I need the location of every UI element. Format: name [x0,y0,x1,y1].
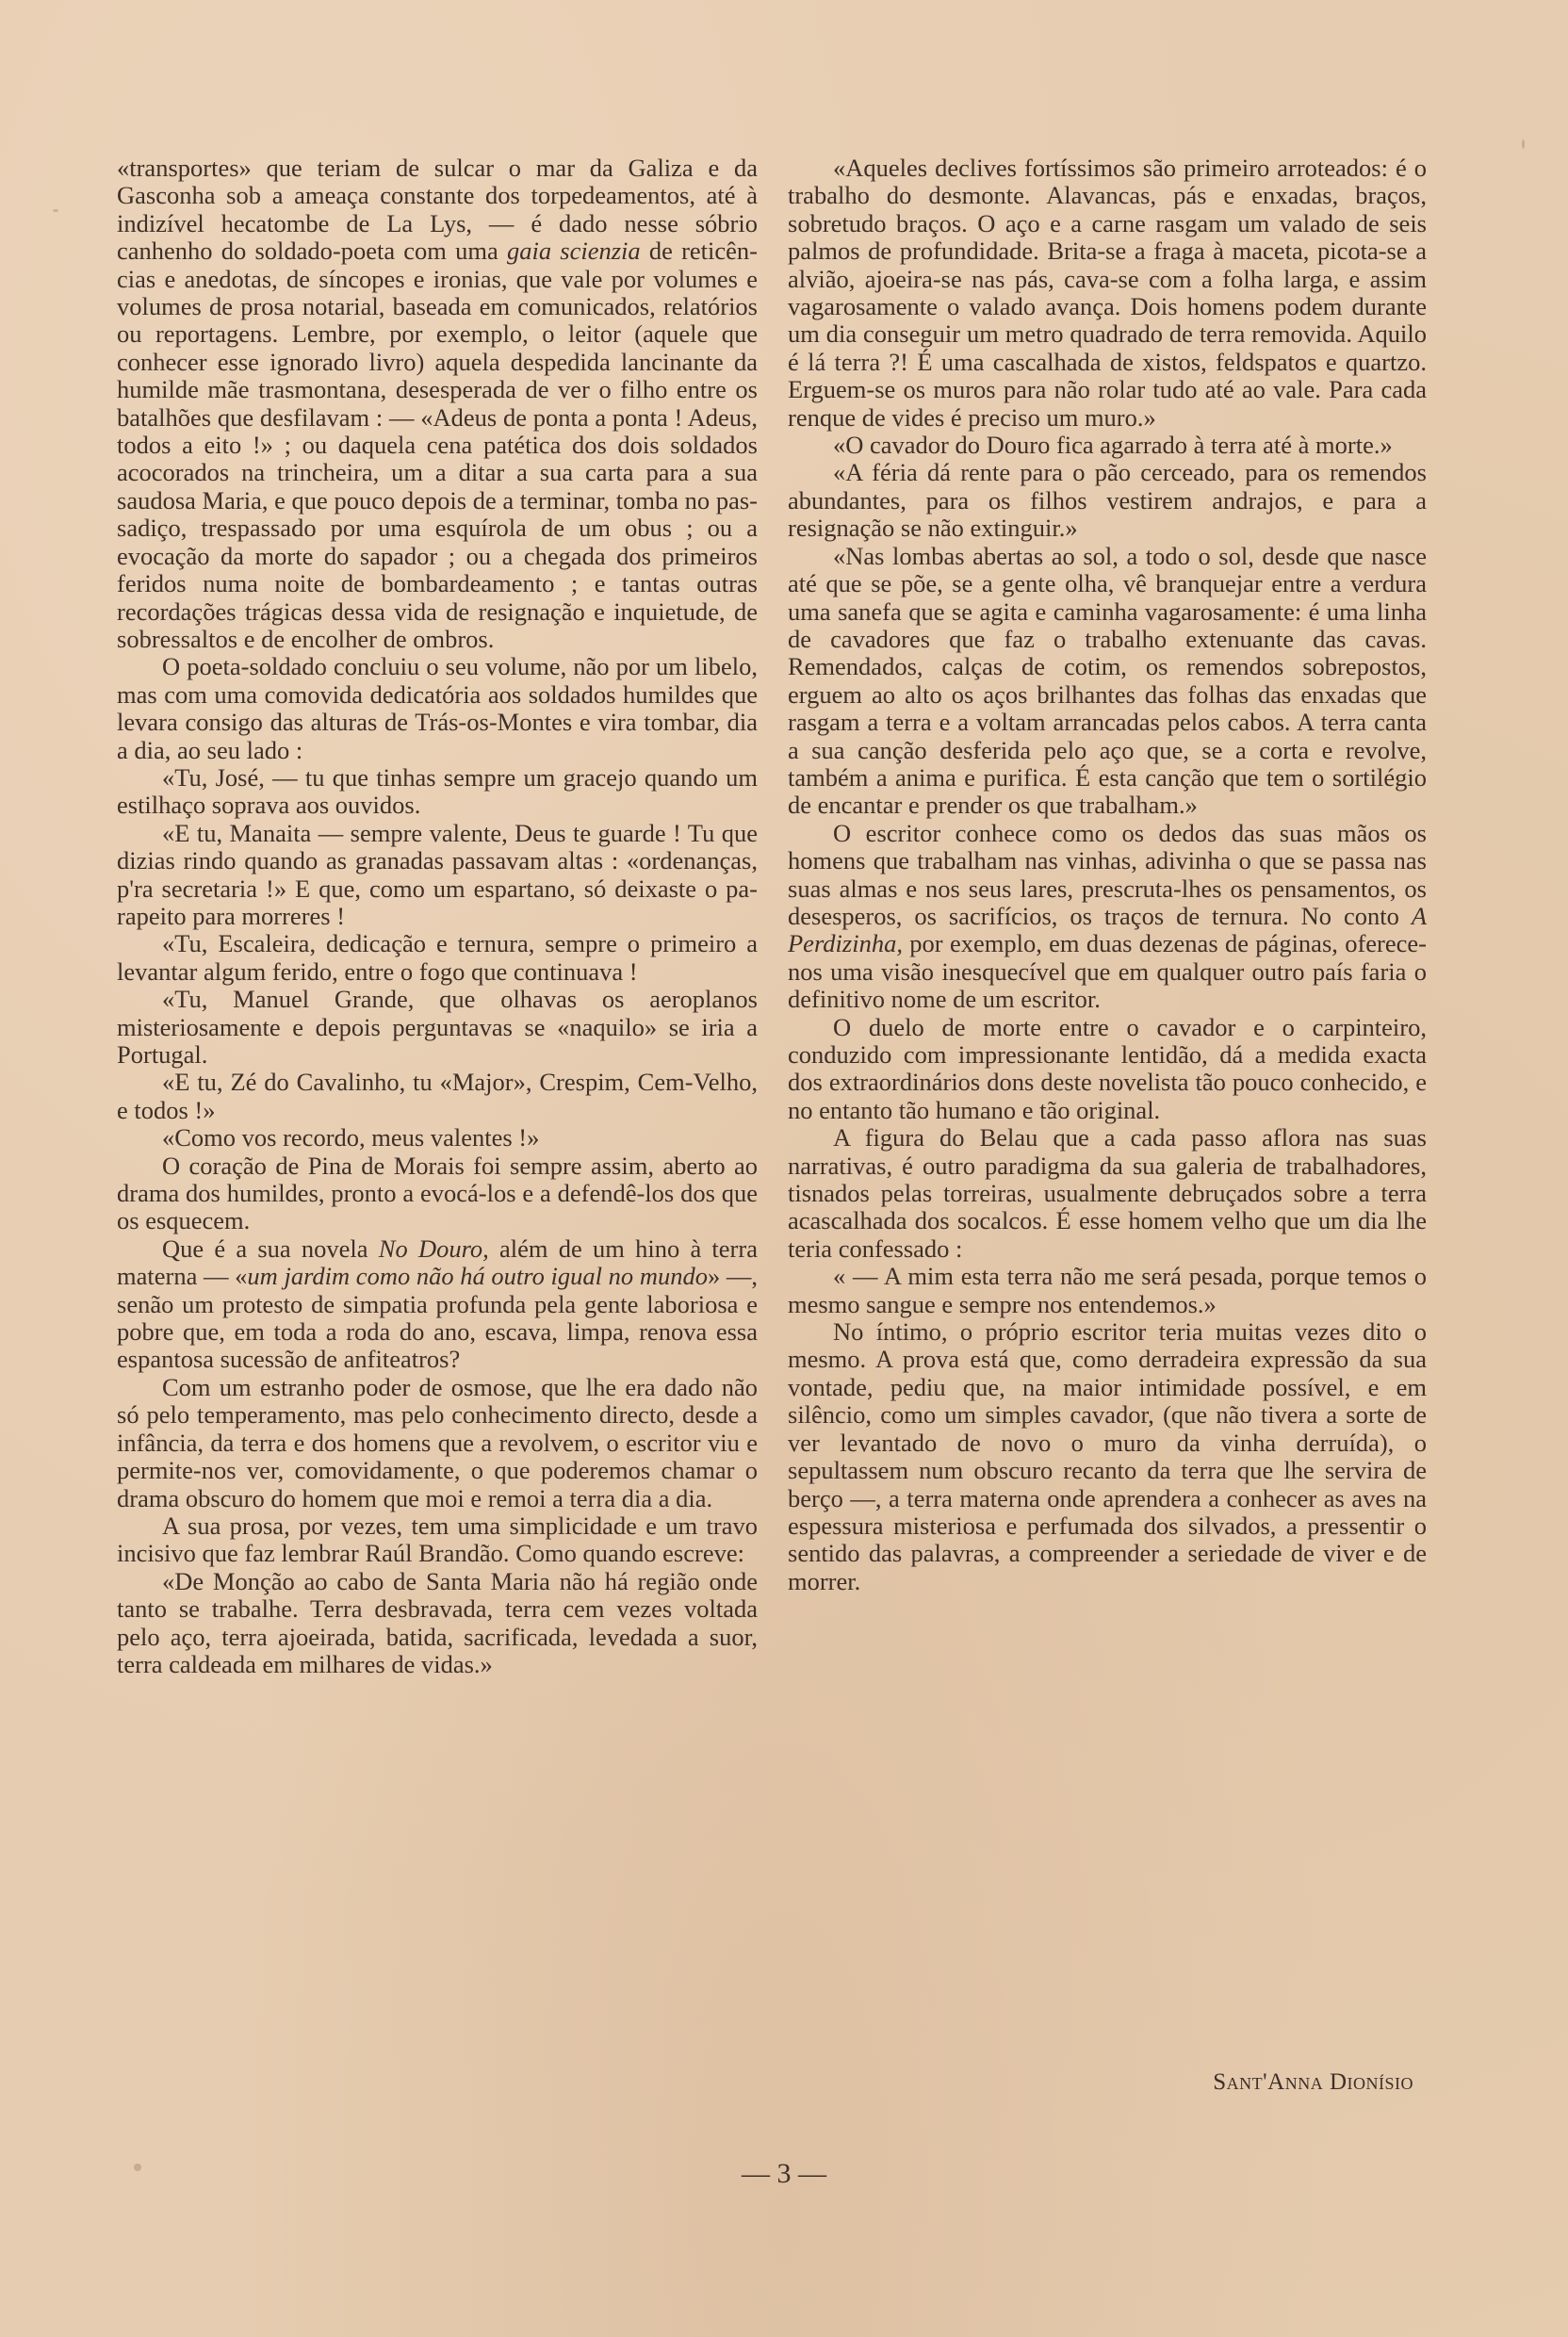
text-run: «Tu, José, — tu que tinhas sempre um gracejo quando um estilhaço soprava aos ouvidos. [117,762,758,820]
paragraph [117,1235,758,1374]
left-text-column [117,155,758,1678]
paragraph [117,820,758,931]
paragraph [117,1124,758,1152]
italic-text: um jardim como não há outro igual no mundo [247,1262,708,1291]
text-run: A figura do Belau que a cada passo aflora nas suas narrativas, é outro paradigma da sua galeria de trabalhadores, tisnados pelas torreiras, usualmente debruçados sobre a terra acascalhada dos socalcos. É esse homem velho que um dia lhe teria confessado : [788,1123,1427,1263]
text-run: «Tu, Escaleira, dedicação e ternura, sempre o primeiro a levantar algum ferido, entre o fogo que continuava ! [117,929,758,986]
text-run: «De Monção ao cabo de Santa Maria não há região onde tanto se trabalhe. Terra desbravada, terra cem vezes voltada pelo aço, terra ajoeirada, batida, sacrificada, levedada a suor, terra caldeada em milhares de vidas.» [117,1566,758,1678]
text-run: O poeta-soldado concluiu o seu volume, não por um libelo, mas com uma comovida dedicatória aos soldados humildes que levara consigo das alturas de Trás-os-Montes e vira tombar, dia a dia, ao seu lado : [117,652,758,764]
italic-text: No Douro, [378,1234,489,1263]
paragraph [788,543,1427,820]
paragraph [788,432,1427,459]
italic-text: A Perdizinha, [788,901,1427,958]
text-run: Que é a sua novela [162,1234,379,1263]
text-run: «Aqueles declives fortíssimos são primeiro arroteados: é o trabalho do desmonte. Alavancas, pás e enxadas, braços, sobretudo braços. O aço e a carne rasgam um valado de seis palmos de profundidade. Brita-se a fraga à maceta, picota-se a alvião, ajoeira-se nas pás, cava-se com a folha larga, e assim vagarosamente o valado avança. Dois homens podem durante um dia conseguir um metro quadrado de terra removida. Aquilo é lá terra ?! É uma cascalhada de xistos, feldspatos e quartzo. Erguem-se os muros para não rolar tudo até ao vale. Para cada renque de vides é preciso um muro.» [788,154,1427,432]
right-text-column [788,155,1427,1595]
paragraph [788,1124,1427,1263]
paragraph [117,653,758,764]
text-run: O duelo de morte entre o cavador e o carpinteiro, conduzido com impressionante lentidão, dá a medida exacta dos extraordinários dons deste novelista tão pouco conhecido, e no entanto tão humano e tão original. [788,1012,1427,1124]
paragraph [117,986,758,1069]
text-run: «Tu, Manuel Grande, que olhavas os aeroplanos misteriosamente e depois perguntavas se «naquilo» se iria a Portugal. [117,985,758,1069]
paragraph [117,1512,758,1568]
page-number: — 3 — [742,2158,826,2189]
paragraph [117,1152,758,1235]
text-run: «E tu, Manaita — sempre valente, Deus te guarde ! Tu que dizias rindo quando as granadas passavam altas : «ordenanças, p'ra secretaria !» E que, como um espartano, só deixaste o parapeito para morreres ! [117,818,758,930]
author-signature: Sant'Anna Dionísio [1213,2069,1413,2095]
italic-text: gaia scienzia [506,237,641,266]
text-run: «transportes» que teriam de sulcar o mar da Galiza e da Gasconha sob a ameaça constante dos torpedeamentos, até à indizível hecatombe de La Lys, — é dado nesse sóbrio canhenho do soldado-poeta com uma [117,154,758,266]
paragraph [117,1568,758,1679]
text-run: No íntimo, o próprio escritor teria muitas vezes dito o mesmo. A prova está que, como derradeira expressão da sua vontade, pediu que, na maior intimidade possível, e em silêncio, como um simples cavador, (que não tivera a sorte de ver levantado de novo o muro da vinha derruída), o sepultassem num obscuro recanto da terra que lhe servira de berço —, a terra materna onde aprendera a conhecer as aves na espessura misteriosa e perfumada dos silvados, a pressentir o sentido das palavras, a compreender a seriedade de viver e de morrer. [788,1317,1427,1595]
paragraph [117,1069,758,1124]
paragraph [788,1263,1427,1318]
paragraph [788,459,1427,542]
text-run: «A féria dá rente para o pão cerceado, para os remendos abundantes, para os filhos vestirem andrajos, e para a resignação se não extinguir.» [788,458,1427,543]
text-run: além de um hino à terra materna — « [117,1234,758,1291]
text-run: O escritor conhece como os dedos das suas mãos os homens que trabalham nas vinhas, adivinha o que se passa nas suas almas e nos seus lares, prescruta-lhes os pensamentos, os desesperos, os sacrifícios, os traços de ternura. No conto [788,818,1427,930]
text-run: Com um estranho poder de osmose, que lhe era dado não só pelo temperamento, mas pelo conhecimento directo, desde a infância, da terra e dos homens que a revolvem, o escritor viu e permite-nos ver, comovidamente, o que poderemos chamar o drama obscuro do homem que moi e remoi a terra dia a dia. [117,1372,758,1512]
paper-stain [1522,139,1525,149]
paragraph [788,155,1427,432]
text-run: «Como vos recordo, meus valentes !» [162,1123,540,1152]
paragraph [117,930,758,986]
text-run: « — A mim esta terra não me será pesada, porque temos o mesmo sangue e sempre nos entendemos.» [788,1262,1427,1318]
text-run: «Nas lombas abertas ao sol, a todo o sol, desde que nasce até que se põe, se a gente olha, vê branquejar entre a verdura uma sanefa que se agita e caminha vagarosamente: é uma linha de cavadores que faz o trabalho extenuante das cavas. Remendados, calças de cotim, os remendos sobrepostos, erguem ao alto os aços brilhantes das folhas das enxadas que rasgam a terra e a voltam arrancadas pelos cabos. A terra canta a sua canção desferida pelo aço que, se a corta e revolve, também a anima e purifica. É esta canção que tem o sortilégio de encantar e prender os que trabalham.» [788,541,1427,820]
text-run: » —, senão um protesto de simpatia profunda pela gente laboriosa e pobre que, em toda a roda do ano, escava, limpa, renova essa espantosa sucessão de anfiteatros? [117,1262,758,1374]
paragraph [117,764,758,820]
paper-stain [53,209,58,212]
paragraph [788,1318,1427,1595]
text-run: «O cavador do Douro fica agarrado à terra até à morte.» [833,431,1393,460]
text-run: por exemplo, em duas dezenas de páginas, oferece-nos uma visão inesquecível que em qualquer outro país faria o definitivo nome de um escritor. [788,929,1427,1014]
paragraph [788,1014,1427,1125]
paragraph [117,155,758,653]
paragraph [788,820,1427,1014]
text-run: de reticências e anedotas, de síncopes e ironias, que vale por volumes e volumes de prosa notarial, baseada em comunicados, relatórios ou reportagens. Lembre, por exemplo, o leitor (aquele que conhecer esse ignorado livro) aquela despedida lancinante da humilde mãe trasmontana, desesperada de ver o filho entre os batalhões que desfilavam : — «Adeus de ponta a ponta ! Adeus, todos a eito !» ; ou daquela cena patética dos dois soldados acocorados na trincheira, um a ditar a sua carta para a sua saudosa Maria, e que pouco depois de a terminar, tomba no passadiço, trespassado por uma esquírola de um obus ; ou a evocação da morte do sapador ; ou a chegada dos primeiros feridos numa noite de bombardeamento ; e tantas outras recordações trágicas dessa vida de resignação e inquietude, de sobressaltos e de encolher de ombros. [117,237,758,653]
paragraph [117,1374,758,1512]
text-run: «E tu, Zé do Cavalinho, tu «Major», Crespim, Cem-Velho, e todos !» [117,1068,758,1124]
text-run: O coração de Pina de Morais foi sempre assim, aberto ao drama dos humildes, pronto a evocá-los e a defendê-los dos que os esquecem. [117,1151,758,1235]
text-run: A sua prosa, por vezes, tem uma simplicidade e um travo incisivo que faz lembrar Raúl Brandão. Como quando escreve: [117,1511,758,1568]
